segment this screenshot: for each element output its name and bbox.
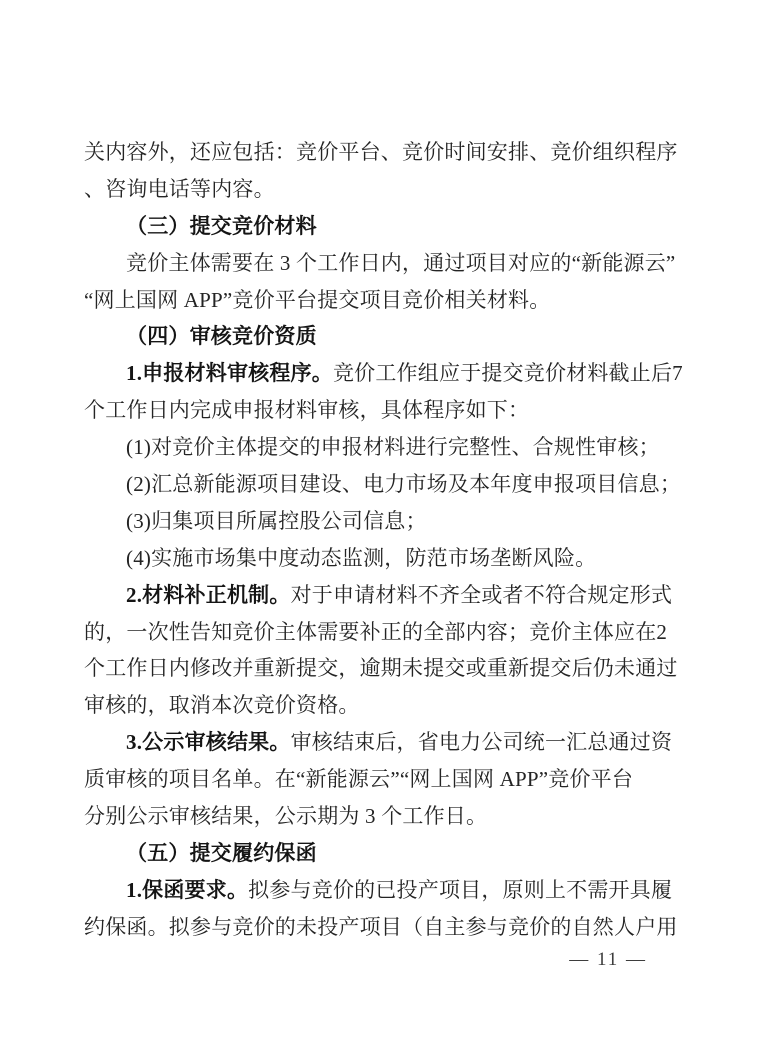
text-line: [84, 909, 680, 946]
text-run: 审核结束后，省电力公司统一汇总通过资: [290, 730, 673, 755]
text-line: [84, 245, 680, 282]
text-line: [84, 503, 680, 540]
bold-text-run: （三）提交竞价材料: [126, 213, 317, 238]
text-line: [84, 540, 680, 577]
text-run: 质审核的项目名单。在“新能源云”“网上国网 APP”竞价平台: [84, 767, 634, 792]
text-line: [84, 614, 680, 651]
bold-text-run: 2.材料补正机制。: [126, 582, 291, 607]
text-run: 分别公示审核结果，公示期为 3 个工作日。: [84, 804, 488, 829]
text-run: (2)汇总新能源项目建设、电力市场及本年度申报项目信息；: [126, 472, 682, 497]
text-line: [84, 872, 680, 909]
text-run: (1)对竞价主体提交的申报材料进行完整性、合规性审核；: [126, 435, 660, 460]
text-run: 审核的，取消本次竞价资格。: [84, 693, 360, 718]
text-line: [84, 355, 683, 392]
text-run: 对于申请材料不齐全或者不符合规定形式: [290, 582, 673, 607]
text-run: 约保函。拟参与竞价的未投产项目（自主参与竞价的自然人户用: [84, 914, 678, 939]
text-line: [84, 429, 680, 466]
text-line: [84, 687, 680, 724]
text-run: 拟参与竞价的已投产项目，原则上不需开具履: [248, 877, 673, 902]
text-line: [84, 798, 680, 835]
bold-text-run: 3.公示审核结果。: [126, 730, 291, 755]
text-line: [84, 724, 680, 761]
text-run: 的，一次性告知竞价主体需要补正的全部内容；竞价主体应在2: [84, 619, 668, 644]
text-run: (4)实施市场集中度动态监测，防范市场垄断风险。: [126, 545, 597, 570]
text-run: 个工作日内完成申报材料审核，具体程序如下：: [84, 398, 530, 423]
text-line: [84, 318, 680, 355]
bold-text-run: 1.保函要求。: [126, 877, 249, 902]
text-run: 竞价工作组应于提交竞价材料截止后7: [332, 361, 683, 386]
document-body: [84, 134, 683, 946]
bold-text-run: （五）提交履约保函: [126, 840, 317, 865]
text-run: 、咨询电话等内容。: [84, 176, 275, 201]
text-run: 关内容外，还应包括：竞价平台、竞价时间安排、竞价组织程序: [84, 140, 678, 164]
bold-text-run: （四）审核竞价资质: [126, 324, 317, 349]
text-line: [84, 171, 680, 208]
bold-text-run: 1.申报材料审核程序。: [126, 361, 333, 386]
text-run: 竞价主体需要在 3 个工作日内，通过项目对应的“新能源云”: [126, 250, 676, 275]
text-line: [84, 761, 680, 798]
text-line: [84, 282, 680, 319]
text-line: [84, 134, 680, 171]
text-line: [84, 650, 680, 687]
text-run: (3)归集项目所属控股公司信息；: [126, 508, 427, 533]
text-run: 个工作日内修改并重新提交，逾期未提交或重新提交后仍未通过: [84, 656, 678, 681]
text-line: [84, 208, 680, 245]
text-line: [84, 835, 680, 872]
text-line: [84, 577, 680, 614]
text-line: [84, 466, 680, 503]
page-number: — 11 —: [569, 949, 647, 970]
text-line: [84, 392, 680, 429]
text-run: “网上国网 APP”竞价平台提交项目竞价相关材料。: [84, 287, 551, 312]
